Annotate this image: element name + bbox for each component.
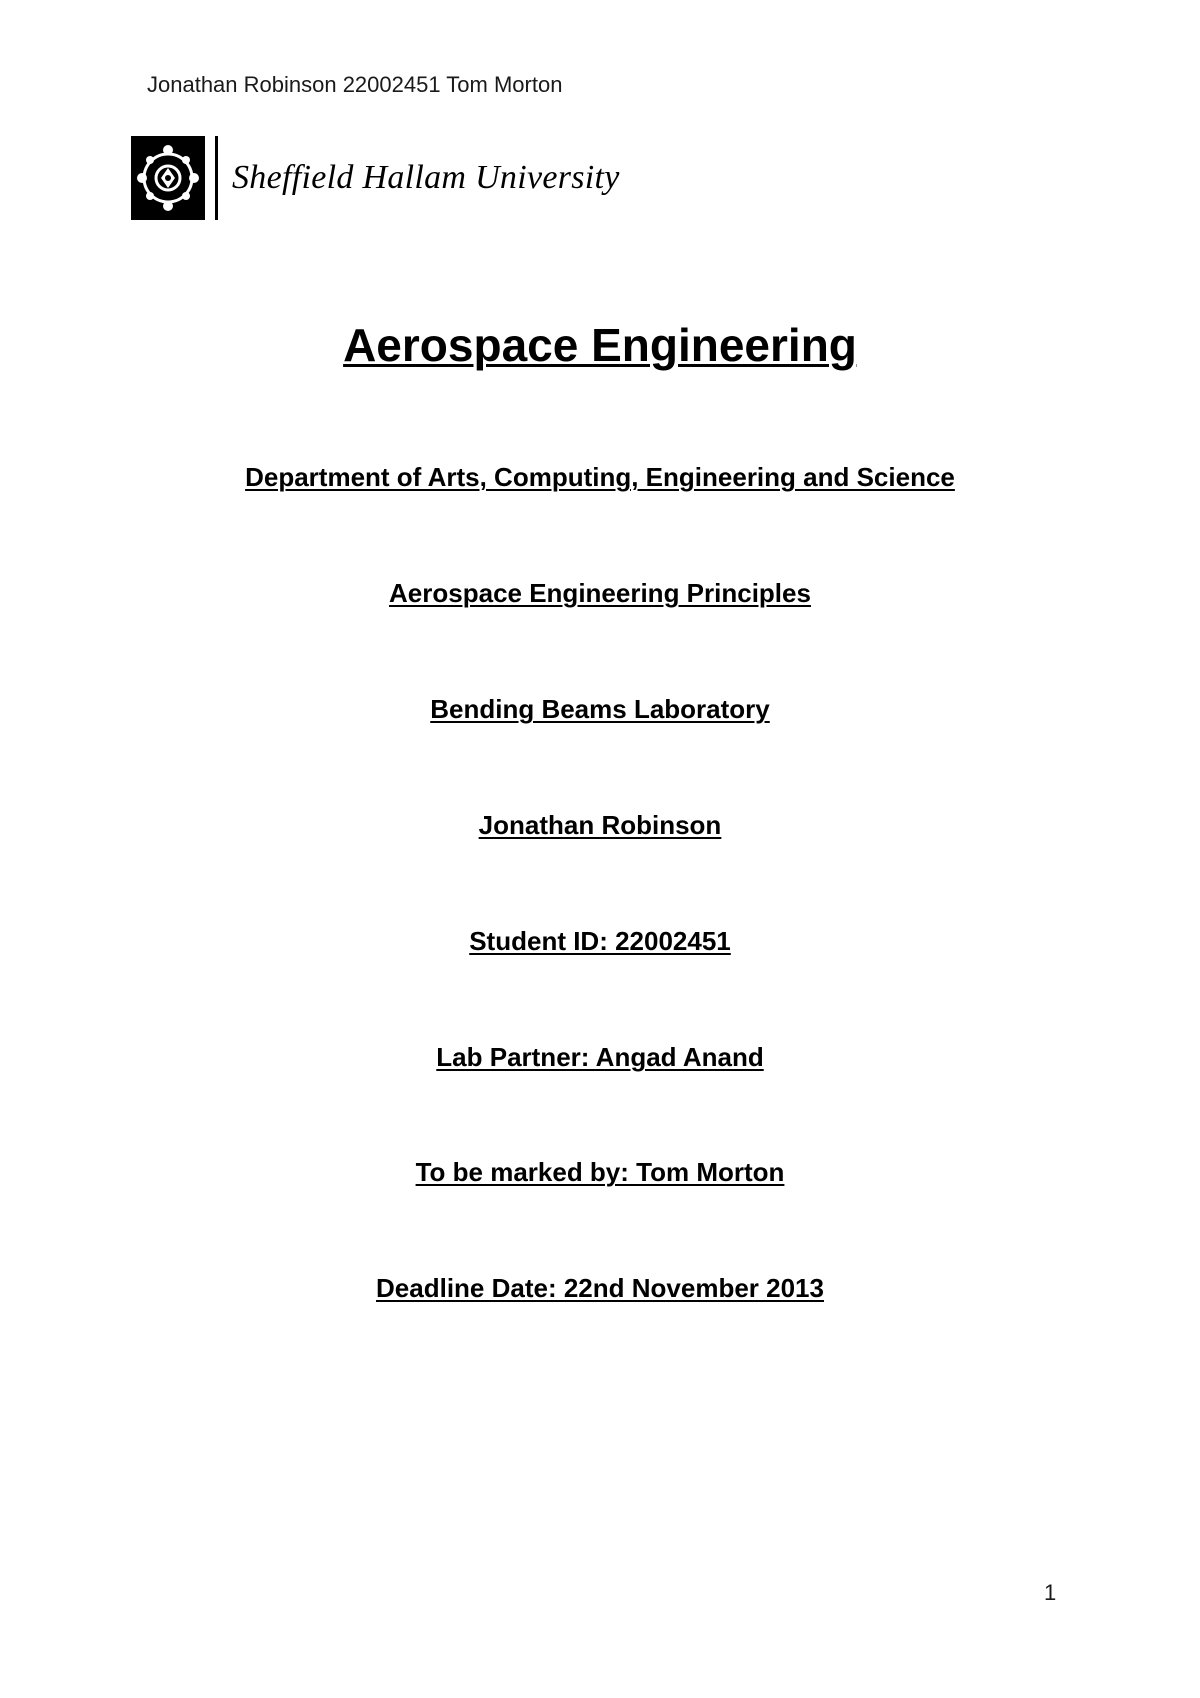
lab-title-line: Bending Beams Laboratory — [430, 694, 770, 724]
running-header: Jonathan Robinson 22002451 Tom Morton — [147, 72, 563, 97]
page-number: 1 — [1044, 1580, 1057, 1605]
document-title: Aerospace Engineering — [343, 319, 857, 371]
module-line: Aerospace Engineering Principles — [389, 578, 811, 608]
marker-line: To be marked by: Tom Morton — [415, 1157, 785, 1187]
rose-emblem-icon — [131, 136, 205, 220]
logo-wordmark: Sheffield Hallam University — [232, 159, 620, 196]
deadline-line: Deadline Date: 22nd November 2013 — [376, 1273, 824, 1303]
student-id-line: Student ID: 22002451 — [469, 926, 731, 956]
logo-divider — [215, 136, 218, 220]
author-line: Jonathan Robinson — [478, 810, 722, 840]
university-logo — [131, 136, 620, 220]
lab-partner-line: Lab Partner: Angad Anand — [436, 1042, 764, 1072]
department-line: Department of Arts, Computing, Engineering and Science — [245, 462, 955, 492]
